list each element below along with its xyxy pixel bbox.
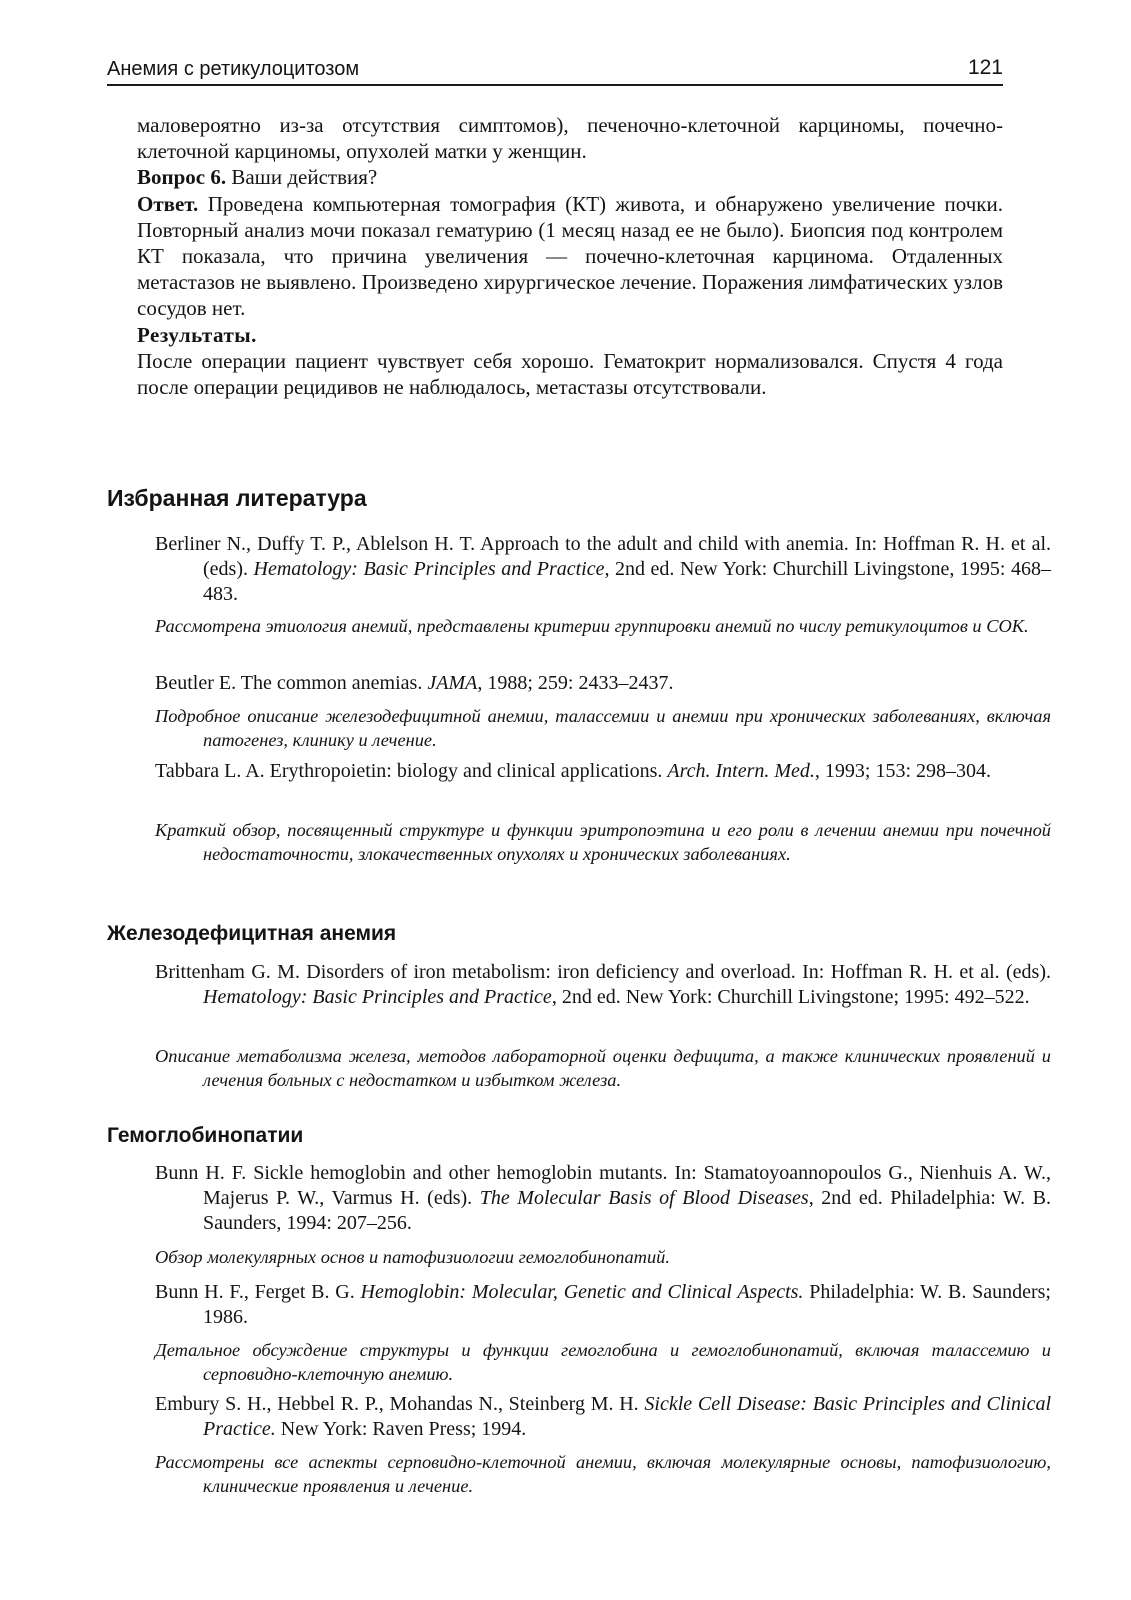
reference-text: Berliner N., Duffy T. P., Ablelson H. T. Approach to the adult and child with anemia. In: Hoffman R. H. et al. (eds).	[155, 533, 1051, 580]
paragraph-continuation: маловероятно из-за отсутствия симптомов), печеночно-клеточной карциномы, почечно-клеточной карциномы, опухолей матки у женщин.	[137, 113, 1003, 164]
reference-title: Arch. Intern. Med.	[667, 760, 815, 782]
reference-details: Philadelphia: W. B. Saunders; 1986.	[203, 1281, 1051, 1328]
results-heading: Результаты.	[137, 322, 257, 347]
reference-entry	[155, 1161, 1051, 1236]
answer-label: Ответ.	[137, 191, 199, 216]
case-text	[137, 112, 1003, 400]
reference-details: , 2nd ed. New York: Churchill Livingstone; 1995: 492–522.	[551, 986, 1030, 1008]
reference-text: Tabbara L. A. Erythropoietin: biology and clinical applications.	[155, 760, 668, 782]
reference-details: New York: Raven Press; 1994.	[275, 1418, 527, 1440]
reference-details: , 2nd ed. Philadelphia: W. B. Saunders, 1994: 207–256.	[203, 1187, 1051, 1234]
reference-text: Brittenham G. M. Disorders of iron metabolism: iron deficiency and overload. In: Hoffman R. H. et al. (eds).	[155, 961, 1051, 983]
reference-text: Bunn H. F., Ferget B. G.	[155, 1281, 361, 1303]
reference-title: JAMA	[427, 672, 478, 694]
reference-text: Embury S. H., Hebbel R. P., Mohandas N., Steinberg M. H.	[155, 1393, 645, 1415]
reference-details: , 2nd ed. New York: Churchill Livingstone, 1995: 468–483.	[203, 558, 1051, 605]
reference-annotation: Описание метаболизма железа, методов лабораторной оценки дефицита, а также клинических проявлений и лечения больных с недостатком и избытком железа.	[155, 1046, 1051, 1090]
section-heading-hemoglobinopathies: Гемоглобинопатии	[107, 1124, 304, 1147]
answer-text: Проведена компьютерная томография (КТ) живота, и обнаружено увеличение почки. Повторный анализ мочи показал гематурию (1 месяц назад ее не было). Биопсия под контролем КТ показала, что причина увеличения — почечно-клеточная карцинома. Отдаленных метастазов не выявлено. Произведено хирургическое лечение. Поражения лимфатических узлов сосудов нет.	[137, 191, 1003, 321]
reference-annotation: Рассмотрена этиология анемий, представлены критерии группировки анемий по числу ретикулоцитов и СОК.	[155, 616, 1029, 636]
reference-details: , 1988; 259: 2433–2437.	[477, 672, 674, 694]
reference-title: Hematology: Basic Principles and Practice	[253, 558, 605, 580]
reference-entry	[155, 759, 1051, 784]
reference-title: The Molecular Basis of Blood Diseases	[479, 1187, 809, 1209]
reference-annotation: Подробное описание железодефицитной анемии, талассемии и анемии при хронических заболеваниях, включая патогенез, клинику и лечение.	[155, 706, 1051, 750]
question-paragraph	[137, 164, 1003, 190]
running-head	[107, 56, 1003, 86]
reference-annotation: Обзор молекулярных основ и патофизиологии гемоглобинопатий.	[155, 1247, 670, 1267]
question-text: Ваши действия?	[226, 165, 378, 190]
reference-entry	[155, 960, 1051, 1010]
reference-title: Sickle Cell Disease: Basic Principles and Clinical Practice.	[203, 1393, 1051, 1440]
reference-entry	[155, 1280, 1051, 1330]
reference-annotation: Краткий обзор, посвященный структуре и функции эритропоэтина и его роли в лечении анемии при почечной недостаточности, злокачественных опухолях и хронических заболеваниях.	[155, 820, 1051, 864]
reference-text: Beutler E. The common anemias.	[155, 672, 428, 694]
running-title: Анемия с ретикулоцитозом	[107, 58, 360, 80]
results-paragraph: После операции пациент чувствует себя хорошо. Гематокрит нормализовался. Спустя 4 года после операции рецидивов не наблюдалось, метастазы отсутствовали.	[137, 348, 1003, 400]
reference-title: Hematology: Basic Principles and Practice	[203, 986, 552, 1008]
reference-entry	[155, 671, 1051, 696]
reference-annotation: Рассмотрены все аспекты серповидно-клеточной анемии, включая молекулярные основы, патофизиологию, клинические проявления и лечение.	[155, 1452, 1051, 1496]
page-number: 121	[967, 56, 1003, 79]
reference-entry	[155, 1392, 1051, 1442]
answer-paragraph	[137, 191, 1003, 322]
section-heading-selected-literature: Избранная литература	[107, 485, 367, 511]
question-label: Вопрос 6.	[137, 165, 227, 190]
reference-entry	[155, 532, 1051, 607]
reference-title: Hemoglobin: Molecular, Genetic and Clinical Aspects.	[360, 1281, 804, 1303]
reference-annotation: Детальное обсуждение структуры и функции гемоглобина и гемоглобинопатий, включая талассемию и серповидно-клеточную анемию.	[155, 1340, 1051, 1384]
reference-details: , 1993; 153: 298–304.	[814, 760, 992, 782]
section-heading-iron-deficiency: Железодефицитная анемия	[107, 922, 397, 945]
reference-text: Bunn H. F. Sickle hemoglobin and other hemoglobin mutants. In: Stamatoyoannopoulos G., Nienhuis A. W., Majerus P. W., Varmus H. (eds).	[155, 1162, 1051, 1209]
